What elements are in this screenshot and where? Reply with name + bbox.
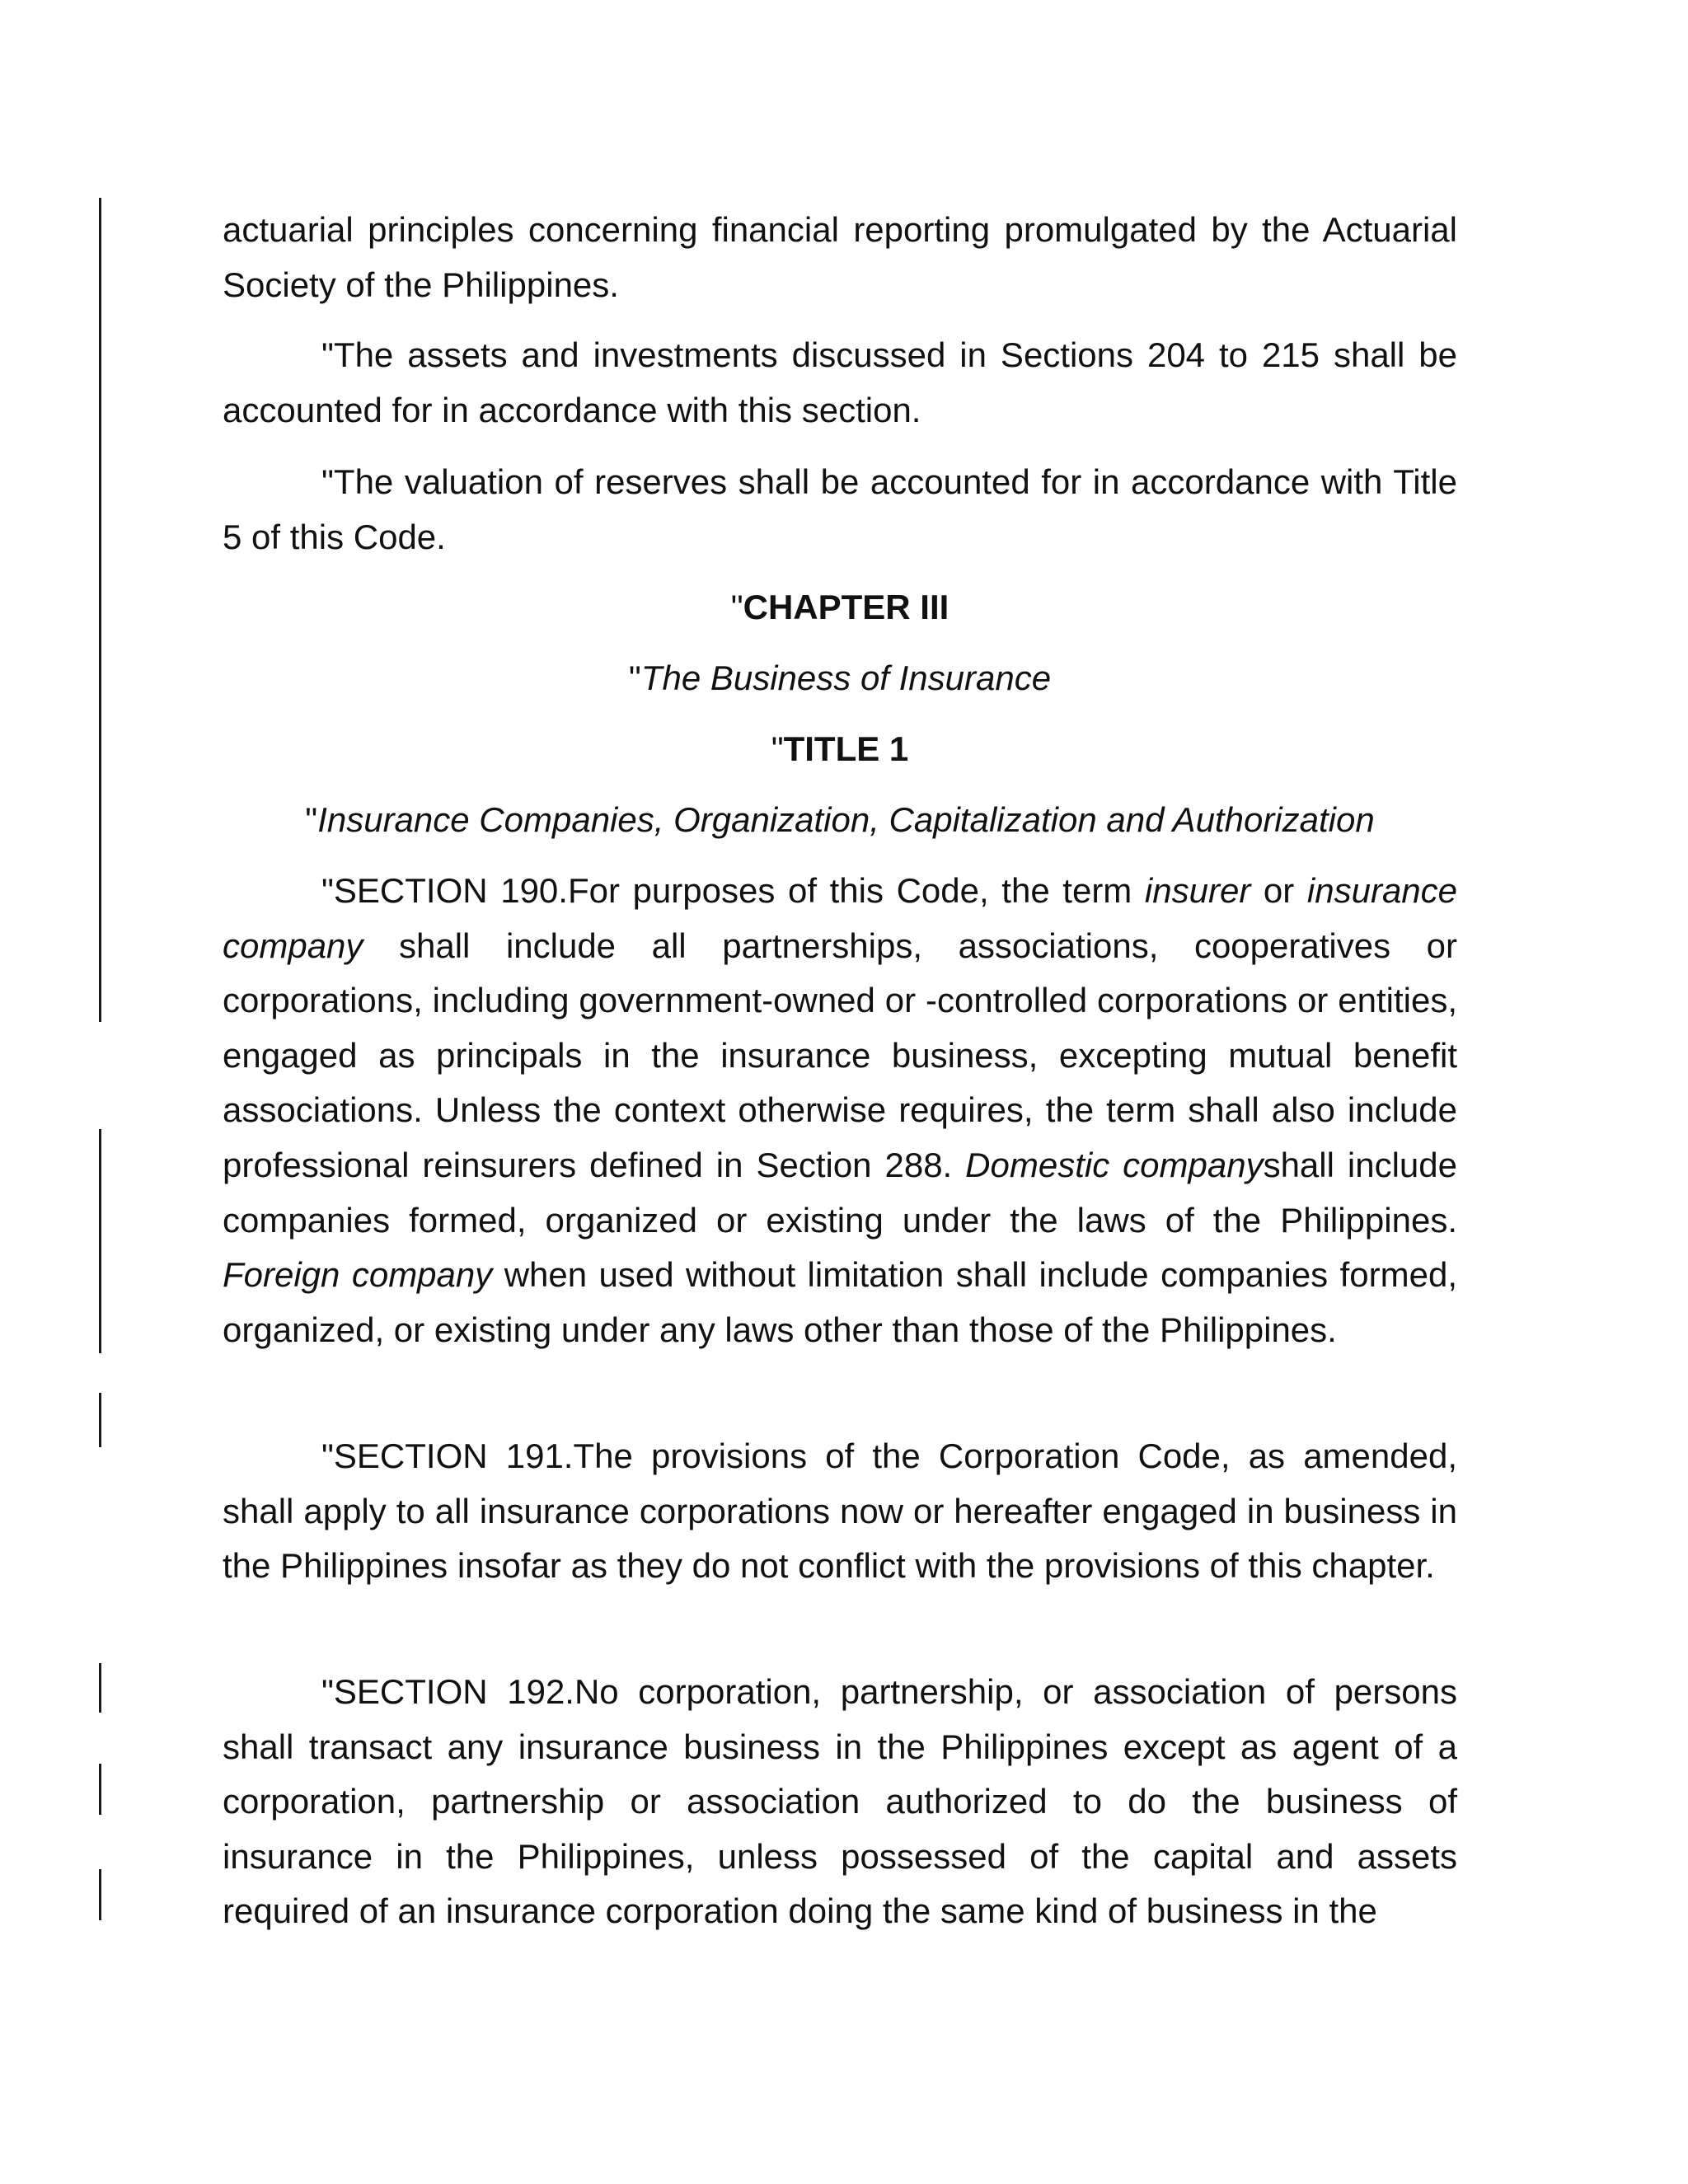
paragraph: actuarial principles concerning financial reporting promulgated by the Actuarial Society of the Philippines. [223, 210, 1457, 304]
revision-bar [99, 1869, 101, 1920]
revision-bar [99, 1764, 101, 1815]
title-heading: "TITLE 1 [771, 729, 909, 768]
title-subtitle: "Insurance Companies, Organization, Capitalization and Authorization [305, 800, 1375, 839]
revision-bar [99, 1129, 101, 1353]
paragraph: "The valuation of reserves shall be accounted for in accordance with Title 5 of this Code. [223, 462, 1457, 556]
revision-bar [99, 1393, 101, 1447]
chapter-subtitle: "The Business of Insurance [628, 658, 1052, 697]
document-body [223, 0, 1457, 2184]
paragraph: "The assets and investments discussed in Sections 204 to 215 shall be accounted for in accordance with this section. [223, 335, 1457, 429]
section-192: "SECTION 192.No corporation, partnership, or association of persons shall transact any insurance business in the Philippines except as agent of a corporation, partnership or association authorized to do the business of insurance in the Philippines, unless possessed of the capital and assets required of an insurance corporation doing the same kind of business in the [223, 1672, 1457, 1931]
revision-bar [99, 1663, 101, 1713]
section-190: "SECTION 190.For purposes of this Code, the term insurer or insurance company shall include all partnerships, associations, cooperatives or corporations, including government-owned or -controlled corporations or entities, engaged as principals in the insurance business, excepting mutual benefit associations. Unless the context otherwise requires, the term shall also include professional reinsurers defined in Section 288. Domestic companyshall include companies formed, organized or existing under the laws of the Philippines. Foreign company when used without limitation shall include companies formed, organized, or existing under any laws other than those of the Philippines. [223, 871, 1458, 1349]
chapter-heading: "CHAPTER III [730, 588, 950, 626]
section-191: "SECTION 191.The provisions of the Corporation Code, as amended, shall apply to all insurance corporations now or hereafter engaged in business in the Philippines insofar as they do not conflict with the provisions of this chapter. [223, 1436, 1457, 1586]
revision-bar [99, 198, 101, 1022]
